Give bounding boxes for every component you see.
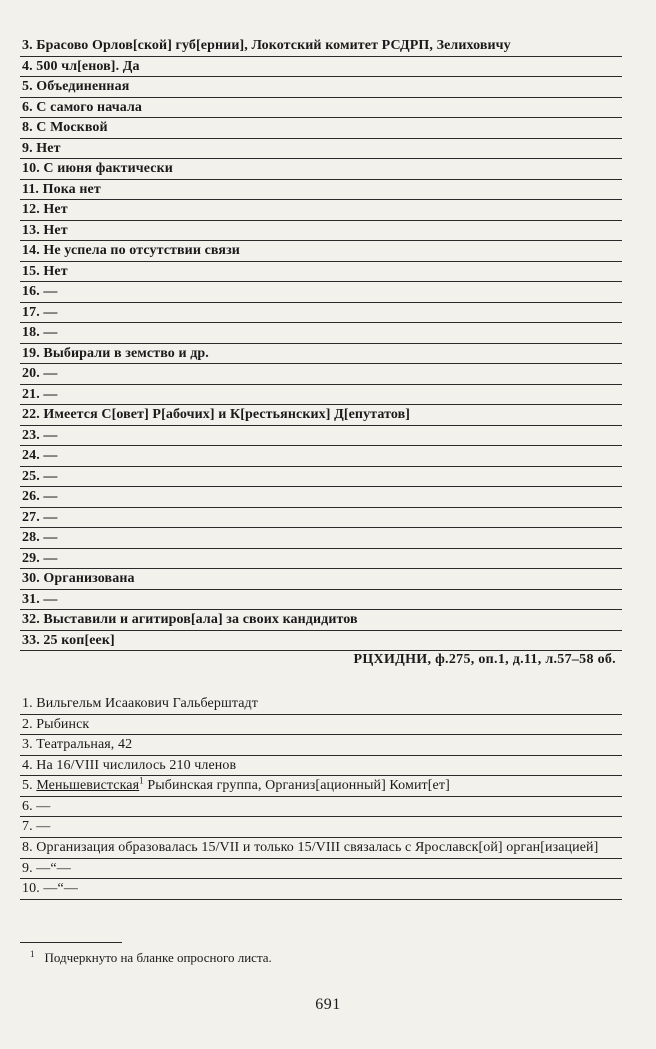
table-row: 10. С июня фактически — [20, 159, 622, 180]
table-row: 33. 25 коп[еек] — [20, 631, 622, 652]
table-row — [20, 776, 622, 797]
row-number: 5. — [22, 778, 37, 793]
table-row: 3. Театральная, 42 — [20, 735, 622, 756]
table-row: 7. — — [20, 817, 622, 838]
table-row: 1. Вильгельм Исаакович Гальберштадт — [20, 694, 622, 715]
table-row: 15. Нет — [20, 262, 622, 283]
footnote — [30, 950, 272, 966]
table-row: 18. — — [20, 323, 622, 344]
table-row: 13. Нет — [20, 221, 622, 242]
table-row: 3. Брасово Орлов[ской] губ[ернии], Локотский комитет РСДРП, Зелиховичу — [20, 36, 622, 57]
table-row: 4. 500 чл[енов]. Да — [20, 57, 622, 78]
table-row: 16. — — [20, 282, 622, 303]
table-row: 14. Не успела по отсутствии связи — [20, 241, 622, 262]
table-row: 6. С самого начала — [20, 98, 622, 119]
questionnaire-answers-table-1 — [20, 36, 622, 651]
table-row: 9. Нет — [20, 139, 622, 160]
table-row: 8. Организация образовалась 15/VII и только 15/VIII связалась с Ярославск[ой] орган[изацией] — [20, 838, 622, 859]
questionnaire-answers-table-2 — [20, 694, 622, 900]
table-row: 9. —“— — [20, 859, 622, 880]
table-row: 31. — — [20, 590, 622, 611]
table-row: 10. —“— — [20, 879, 622, 900]
table-row: 26. — — [20, 487, 622, 508]
row-text: Рыбинская группа, Организ[ационный] Комит[ет] — [143, 778, 450, 793]
table-row: 19. Выбирали в земство и др. — [20, 344, 622, 365]
table-row: 32. Выставили и агитиров[ала] за своих кандидитов — [20, 610, 622, 631]
footnote-mark: 1 — [30, 948, 35, 959]
table-row: 2. Рыбинск — [20, 715, 622, 736]
table-row: 12. Нет — [20, 200, 622, 221]
underlined-word: Меньшевистская — [36, 778, 140, 793]
archive-source-citation: РЦХИДНИ, ф.275, оп.1, д.11, л.57–58 об. — [353, 652, 616, 667]
page-number: 691 — [315, 996, 341, 1013]
table-row: 25. — — [20, 467, 622, 488]
table-row: 8. С Москвой — [20, 118, 622, 139]
footnote-text: Подчеркнуто на бланке опросного листа. — [44, 950, 272, 965]
table-row: 21. — — [20, 385, 622, 406]
footnote-divider — [20, 942, 122, 943]
table-row: 5. Объединенная — [20, 77, 622, 98]
footnote-reference: 1 — [139, 776, 144, 786]
table-row: 6. — — [20, 797, 622, 818]
table-row: 29. — — [20, 549, 622, 570]
table-row: 30. Организована — [20, 569, 622, 590]
table-row: 23. — — [20, 426, 622, 447]
table-row: 4. На 16/VIII числилось 210 членов — [20, 756, 622, 777]
table-row: 27. — — [20, 508, 622, 529]
table-row: 11. Пока нет — [20, 180, 622, 201]
table-row: 20. — — [20, 364, 622, 385]
table-row: 28. — — [20, 528, 622, 549]
table-row: 22. Имеется С[овет] Р[абочих] и К[рестьянских] Д[епутатов] — [20, 405, 622, 426]
table-row: 17. — — [20, 303, 622, 324]
table-row: 24. — — [20, 446, 622, 467]
